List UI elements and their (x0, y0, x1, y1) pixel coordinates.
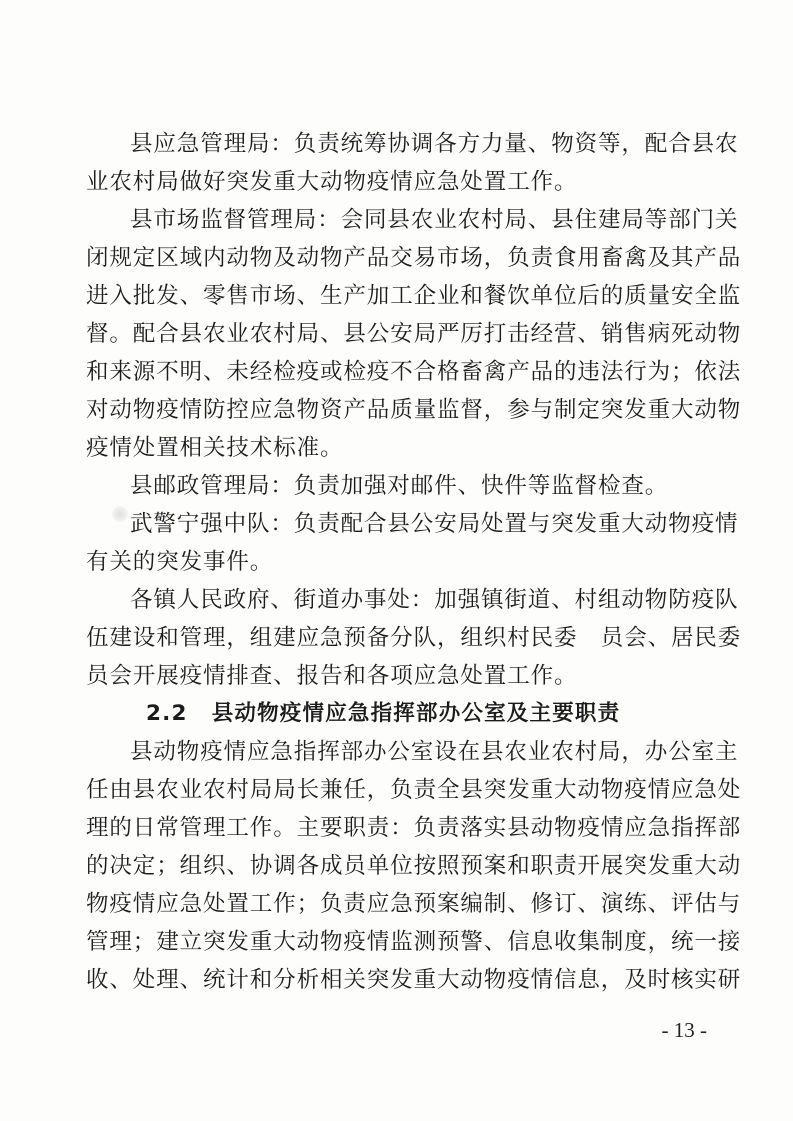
paragraph-line: 收、处理、统计和分析相关突发重大动物疫情信息，及时核实研 (86, 967, 742, 993)
paragraph-line: 和来源不明、未经检疫或检疫不合格畜禽产品的违法行为；依法 (86, 359, 742, 385)
paragraph-line: 县动物疫情应急指挥部办公室设在县农业农村局，办公室主 (130, 739, 739, 765)
paragraph-line: 对动物疫情防控应急物资产品质量监督，参与制定突发重大动物 (86, 397, 742, 423)
paragraph-line: 督。配合县农业农村局、县公安局严厉打击经营、销售病死动物 (86, 321, 742, 347)
paragraph-line: 伍建设和管理，组建应急预备分队，组织村民委 员会、居民委 (86, 625, 742, 651)
paragraph-line: 进入批发、零售市场、生产加工企业和餐饮单位后的质量安全监 (86, 283, 742, 309)
paragraph-line: 的决定；组织、协调各成员单位按照预案和职责开展突发重大动 (86, 853, 742, 879)
paragraph-line: 县市场监督管理局：会同县农业农村局、县住建局等部门关 (130, 207, 739, 233)
paragraph-line: 疫情处置相关技术标准。 (86, 435, 344, 461)
scan-smudge (112, 506, 128, 522)
section-title: 县动物疫情应急指挥部办公室及主要职责 (211, 701, 621, 726)
page-number: - 13 - (661, 1018, 707, 1042)
paragraph-line: 物疫情应急处置工作；负责应急预案编制、修订、演练、评估与 (86, 891, 742, 917)
paragraph-line: 闭规定区域内动物及动物产品交易市场，负责食用畜禽及其产品 (86, 245, 742, 271)
paragraph-line: 县应急管理局：负责统筹协调各方力量、物资等，配合县农 (130, 131, 739, 157)
paragraph-line: 业农村局做好突发重大动物疫情应急处置工作。 (86, 169, 578, 195)
paragraph-line: 有关的突发事件。 (86, 549, 274, 575)
paragraph-line: 管理；建立突发重大动物疫情监测预警、信息收集制度，统一接 (86, 929, 742, 955)
paragraph-line: 任由县农业农村局局长兼任，负责全县突发重大动物疫情应急处 (86, 777, 742, 803)
paragraph-line: 各镇人民政府、街道办事处：加强镇街道、村组动物防疫队 (130, 587, 739, 613)
section-number: 2.2 (146, 701, 188, 726)
paragraph-line: 理的日常管理工作。主要职责：负责落实县动物疫情应急指挥部 (86, 815, 742, 841)
paragraph-line: 县邮政管理局：负责加强对邮件、快件等监督检查。 (130, 473, 669, 499)
section-heading (146, 697, 768, 731)
paragraph-line: 武警宁强中队：负责配合县公安局处置与突发重大动物疫情 (130, 511, 739, 537)
paragraph-line: 员会开展疫情排查、报告和各项应急处置工作。 (86, 663, 578, 689)
